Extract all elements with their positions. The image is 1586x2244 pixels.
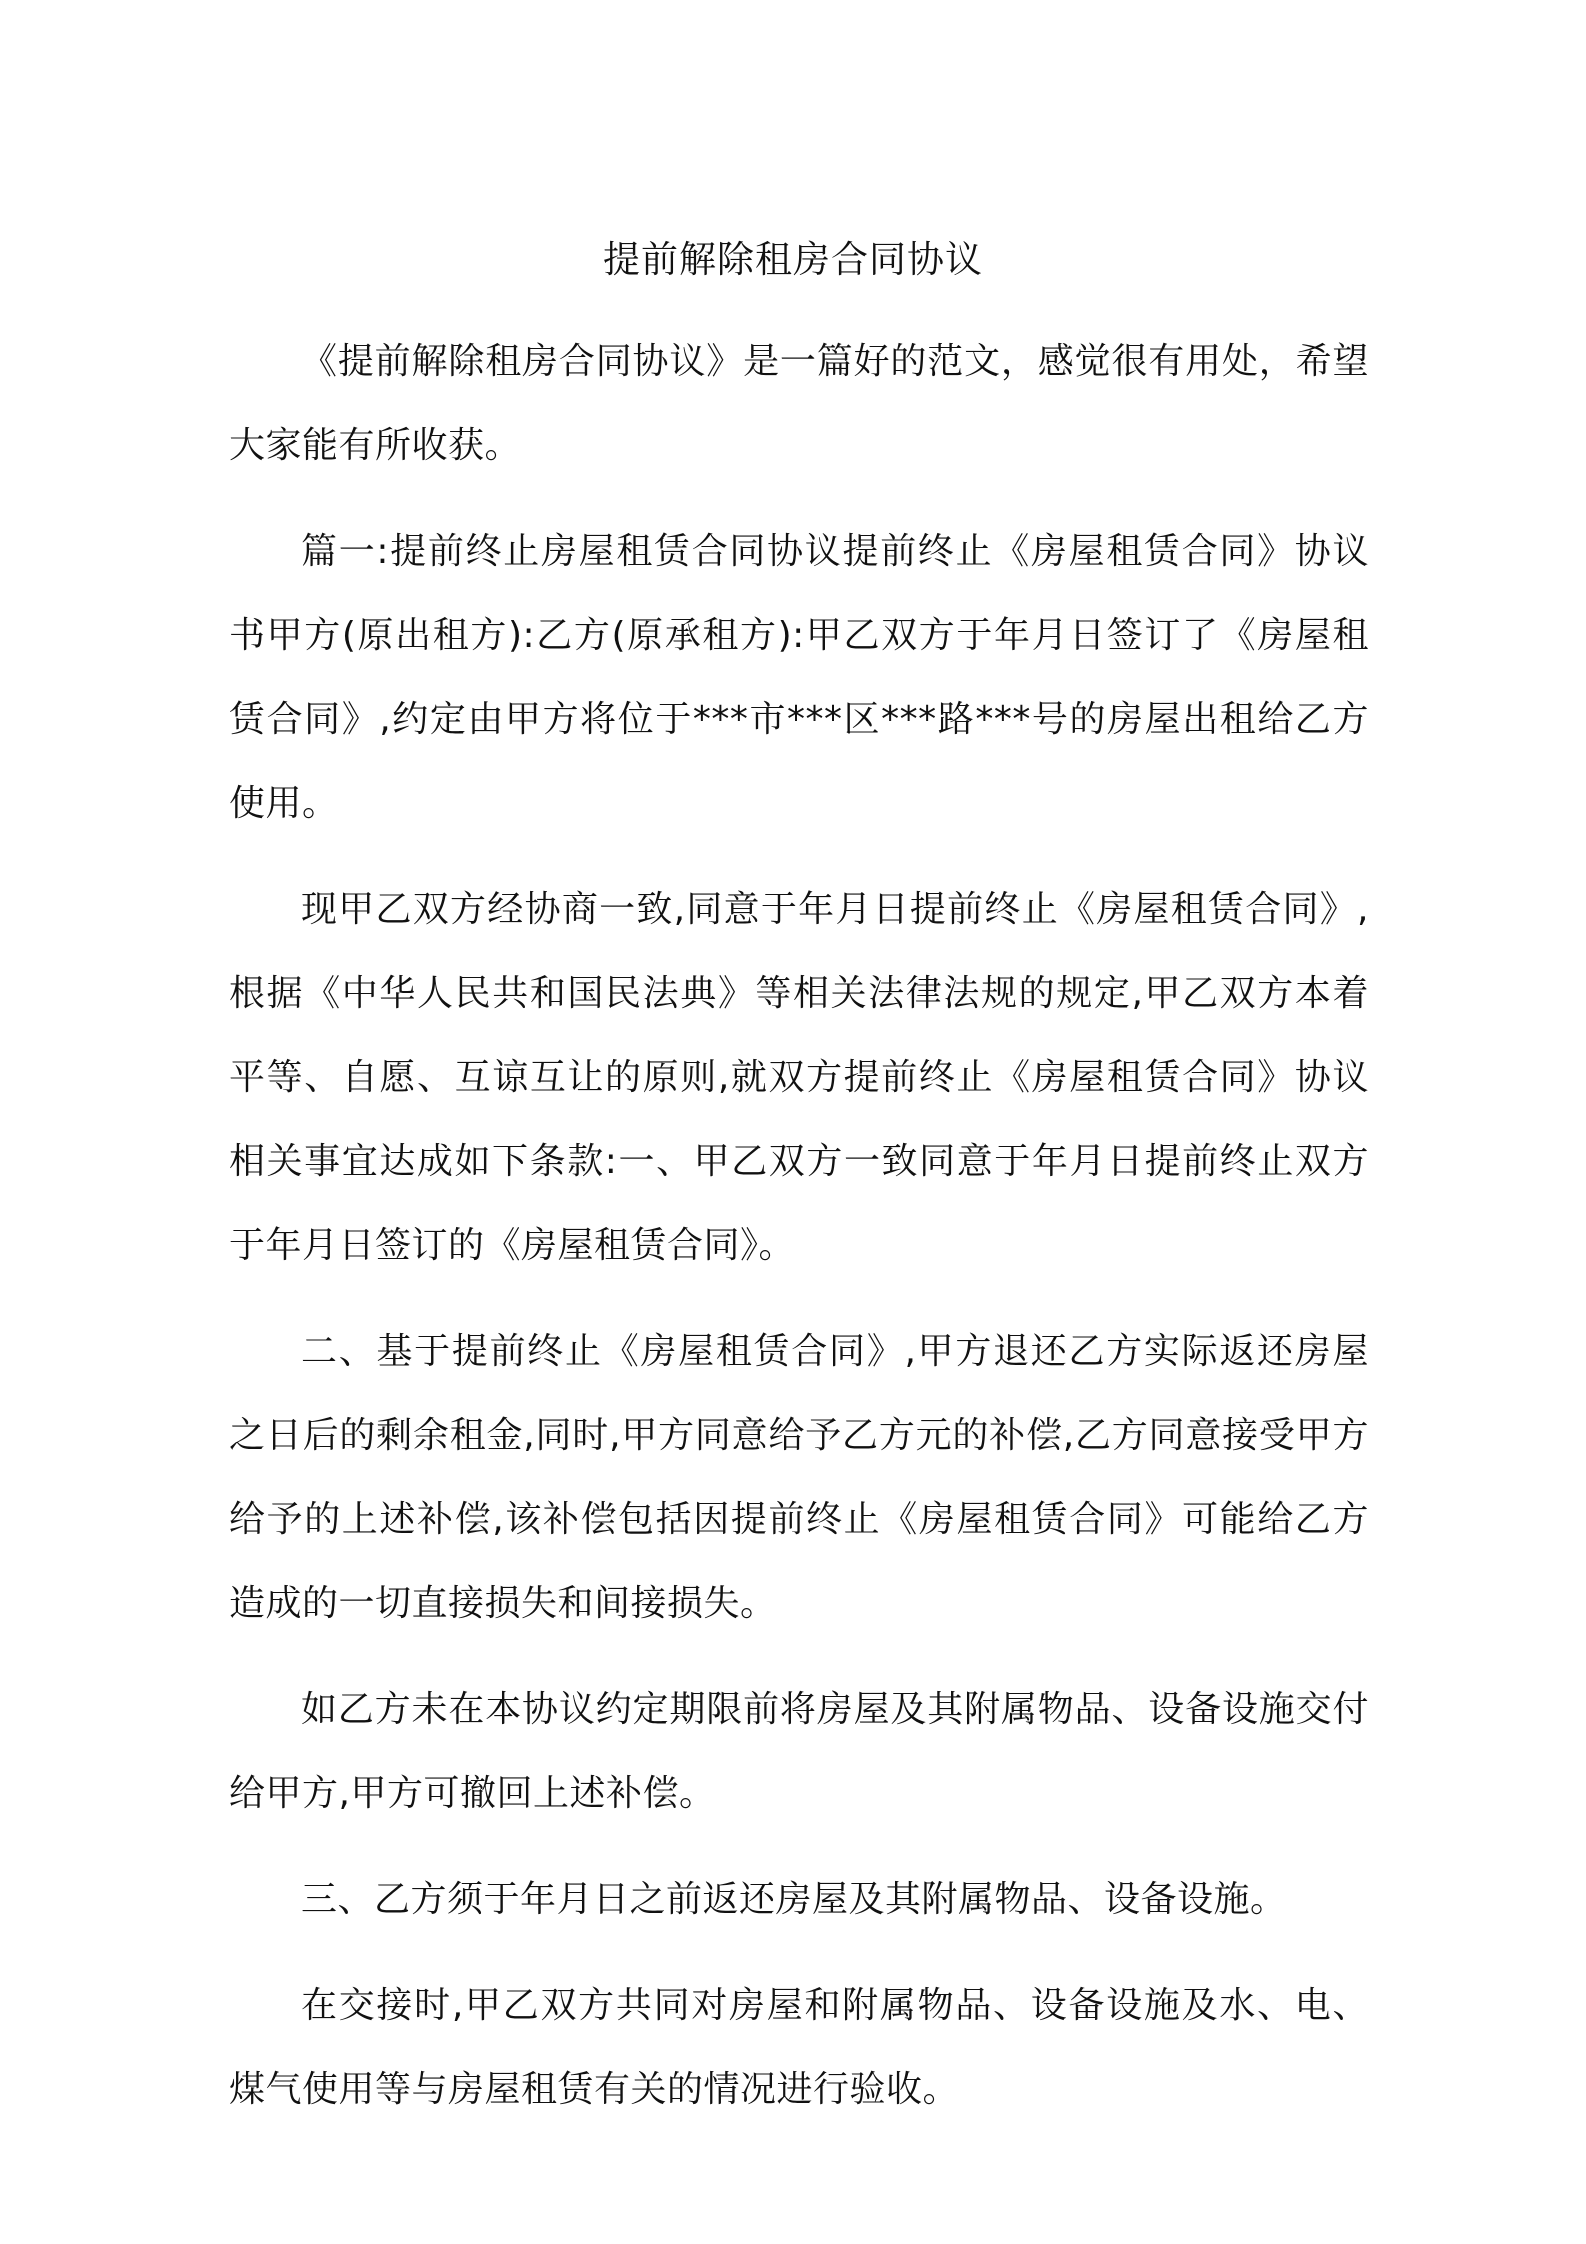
paragraph-agreement-terms: 现甲乙双方经协商一致,同意于年月日提前终止《房屋租赁合同》,根据《中华人民共和国民法典》等相关法律法规的规定,甲乙双方本着平等、自愿、互谅互让的原则,就双方提前终止《房屋租赁合同》协议相关事宜达成如下条款:一、甲乙双方一致同意于年月日提前终止双方于年月日签订的《房屋租赁合同》。 [229,889,1369,1266]
paragraph-section-one: 篇一:提前终止房屋租赁合同协议提前终止《房屋租赁合同》协议书甲方(原出租方):乙方(原承租方):甲乙双方于年月日签订了《房屋租赁合同》,约定由甲方将位于***市***区***路***号的房屋出租给乙方使用。 [229,531,1369,824]
document-title: 提前解除租房合同协议 [603,238,983,281]
paragraph-handover: 在交接时,甲乙双方共同对房屋和附属物品、设备设施及水、电、煤气使用等与房屋租赁有关的情况进行验收。 [229,1985,1369,2110]
paragraph-clause-two: 二、基于提前终止《房屋租赁合同》,甲方退还乙方实际返还房屋之日后的剩余租金,同时,甲方同意给予乙方元的补偿,乙方同意接受甲方给予的上述补偿,该补偿包括因提前终止《房屋租赁合同》可能给乙方造成的一切直接损失和间接损失。 [229,1331,1369,1624]
document-body [229,320,1369,2154]
paragraph-intro: 《提前解除租房合同协议》是一篇好的范文，感觉很有用处，希望大家能有所收获。 [229,341,1369,466]
paragraph-clause-three: 三、乙方须于年月日之前返还房屋及其附属物品、设备设施。 [301,1879,1287,1920]
paragraph-revocation: 如乙方未在本协议约定期限前将房屋及其附属物品、设备设施交付给甲方,甲方可撤回上述补偿。 [229,1689,1369,1814]
